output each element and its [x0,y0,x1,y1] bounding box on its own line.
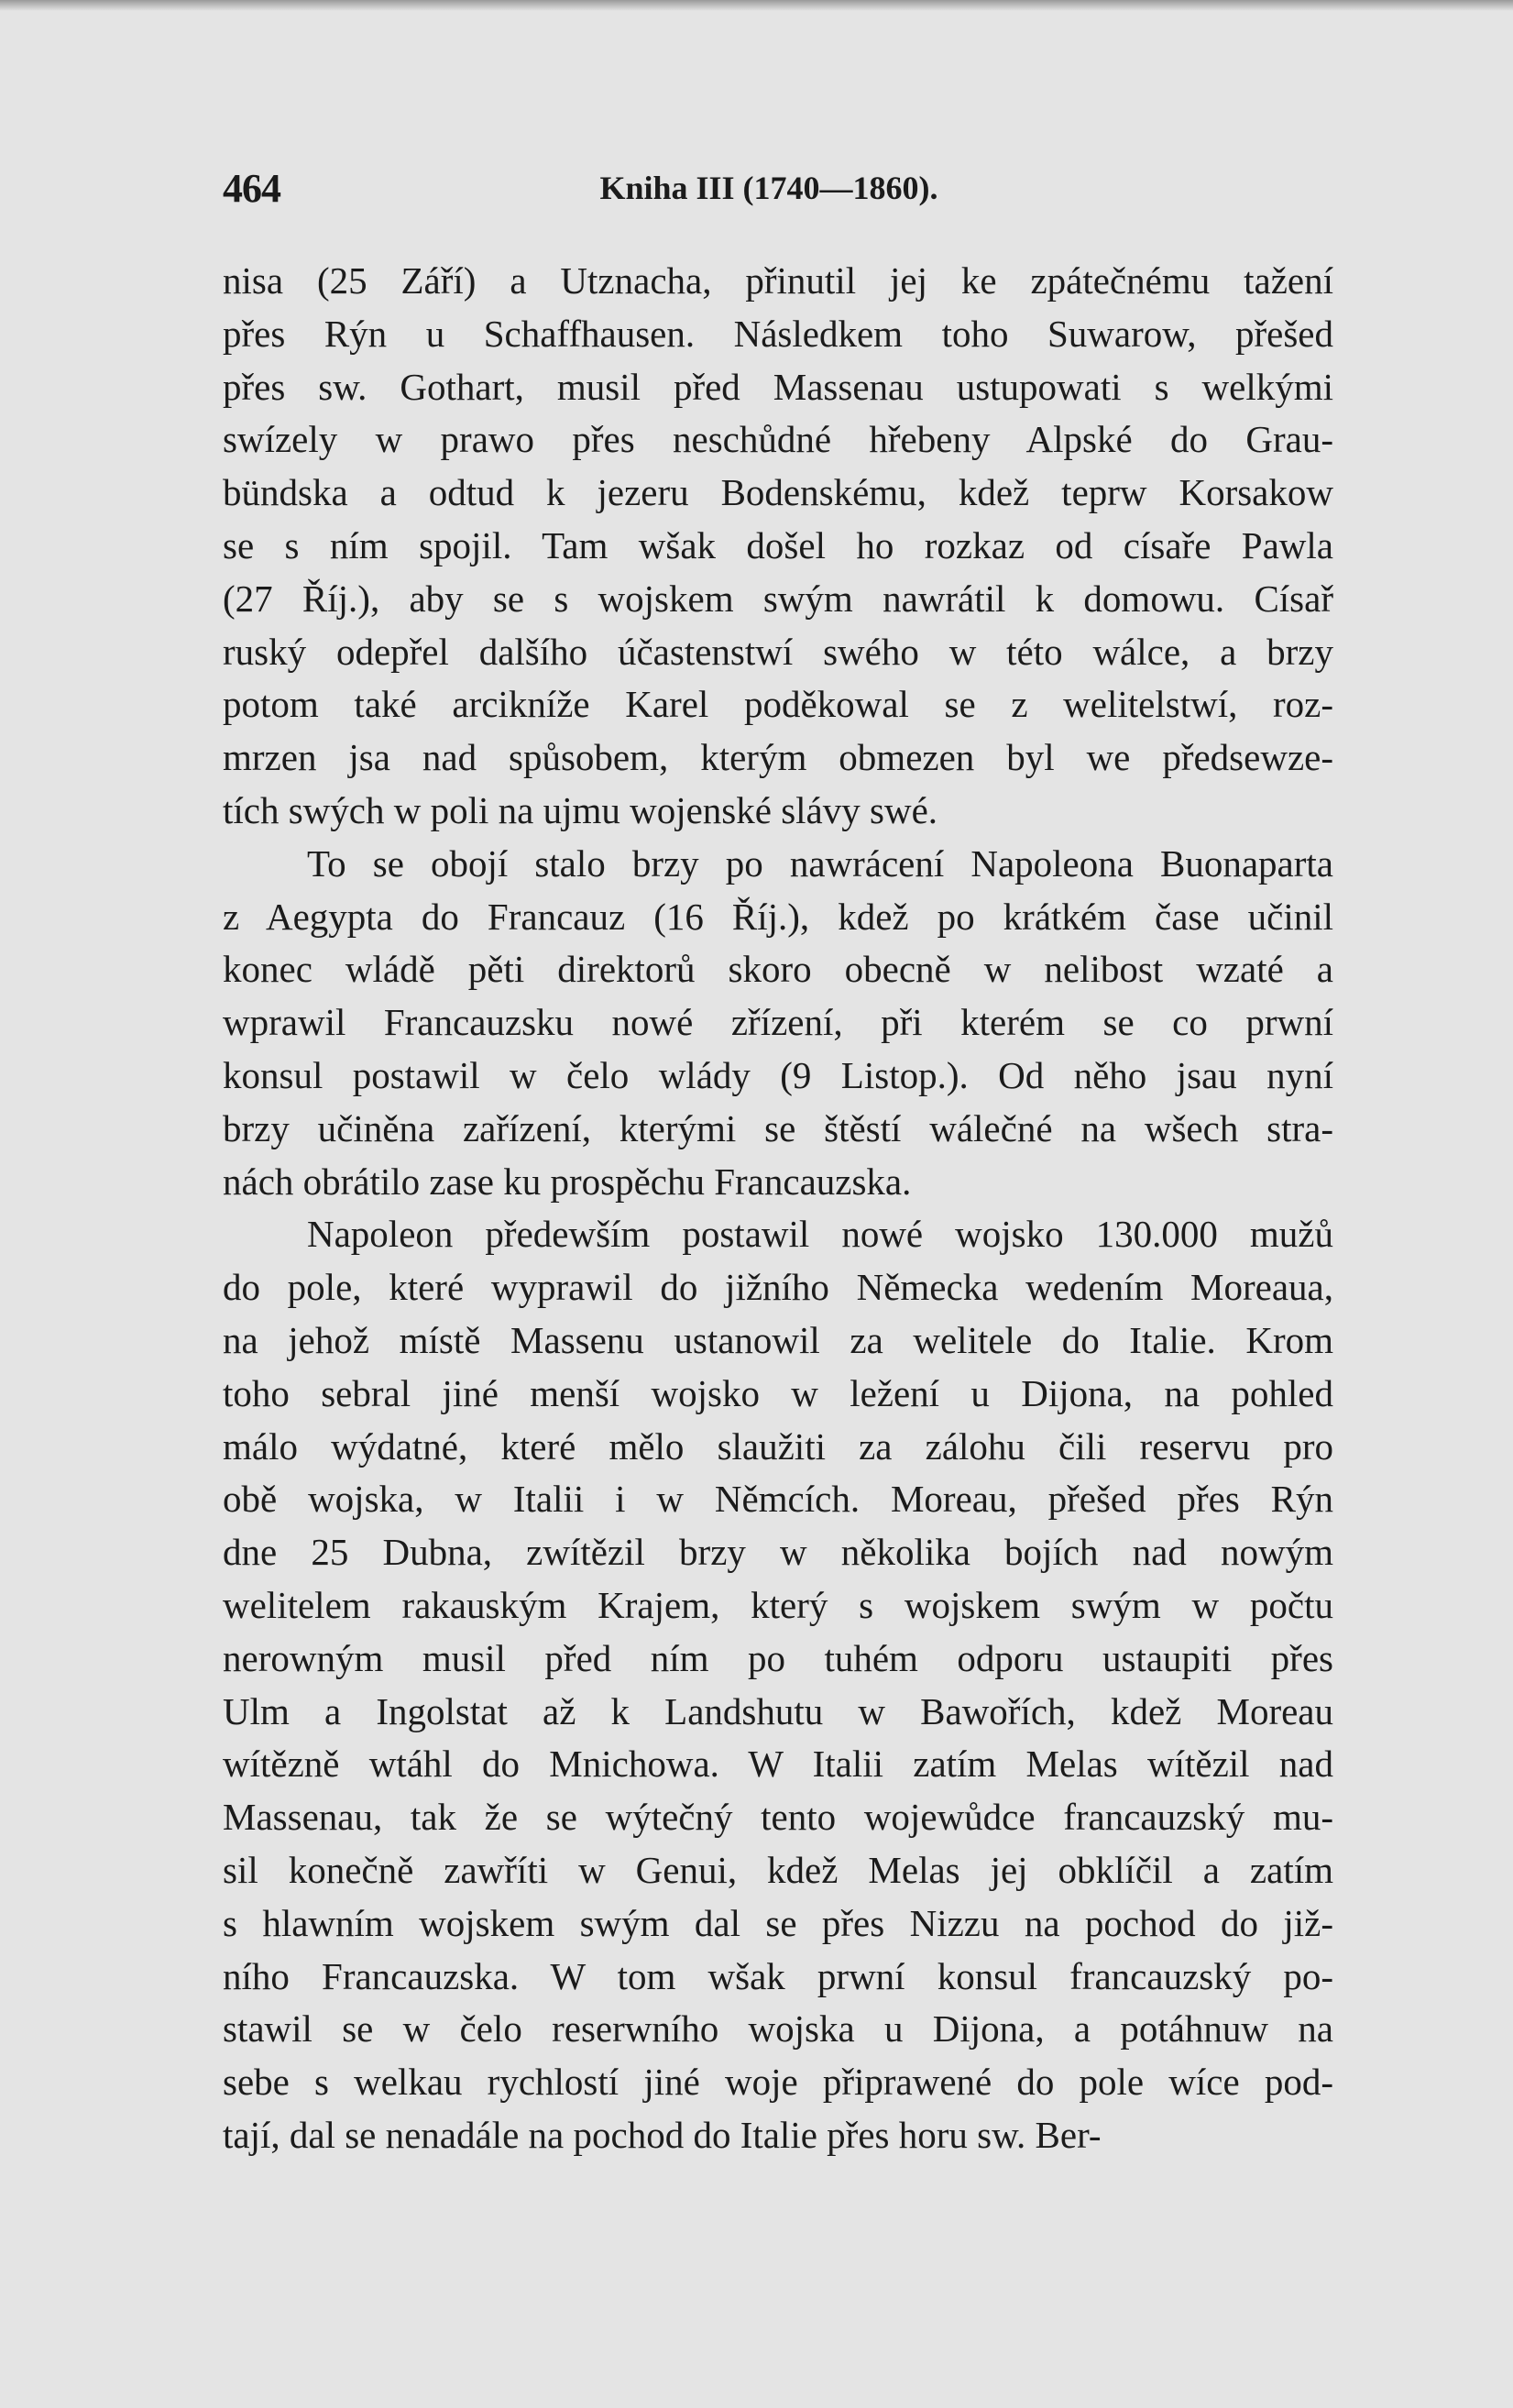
text-line: do pole, které wyprawil do jižního Německa wedením Moreaua, [223,1266,1333,1309]
text-line: potom také arcikníže Karel poděkowal se z welitelstwí, roz- [223,683,1333,726]
running-header [223,165,1333,220]
paragraph [223,838,1333,1209]
text-line: obě wojska, w Italii i w Němcích. Moreau, přešed přes Rýn [223,1478,1333,1521]
text-line: stawil se w čelo reserwního wojska u Dijona, a potáhnuw na [223,2007,1333,2051]
text-line: na jehož místě Massenu ustanowil za welitele do Italie. Krom [223,1318,1333,1361]
text-line: dne 25 Dubna, zwítězil brzy w několika bojích nad nowým [223,1531,1333,1574]
text-line: nerowným musil před ním po tuhém odporu ustaupiti přes [223,1636,1333,1679]
text-line: se s ním spojil. Tam wšak došel ho rozkaz od císaře Pawla [223,523,1333,566]
text-line: sil konečně zawříti w Genui, kdež Melas jej obklíčil a zatím [223,1848,1333,1891]
running-title: Kniha III (1740—1860). [599,170,938,206]
text-line: welitelem rakauským Krajem, který s wojskem swým w počtu [223,1583,1333,1626]
paragraph [223,255,1333,838]
text-line: přes Rýn u Schaffhausen. Následkem toho Suwarow, přešed [223,312,1333,355]
text-line: ního Francauzska. W tom wšak prwní konsul francauzský po- [223,1954,1333,1997]
text-line: tají, dal se nenadále na pochod do Italie přes horu sw. Ber- [223,2113,1102,2156]
text-line: wprawil Francauzsku nowé zřízení, při kterém se co prwní [223,1001,1333,1044]
text-line: swízely w prawo přes neschůdné hřebeny Alpské do Grau- [223,418,1333,461]
text-line: nisa (25 Září) a Utznacha, přinutil jej ke zpátečnému tažení [223,259,1333,302]
text-line: sebe s welkau rychlostí jiné woje připrawené do pole wíce pod- [223,2061,1333,2104]
text-line: wítězně wtáhl do Mnichowa. W Italii zatím Melas wítězil nad [223,1743,1333,1786]
text-line: konsul postawil w čelo wlády (9 Listop.). Od něho jsau nyní [223,1053,1333,1096]
page-number: 464 [223,166,280,211]
text-line: toho sebral jiné menší wojsko w ležení u Dijona, na pohled [223,1371,1333,1414]
text-line: z Aegypta do Francauz (16 Říj.), kdež po krátkém čase učinil [223,895,1333,938]
text-line: Napoleon předewším postawil nowé wojsko 130.000 mužů [307,1213,1333,1256]
paragraph [223,1208,1333,2161]
text-line: To se obojí stalo brzy po nawrácení Napoleona Buonaparta [307,841,1333,885]
text-line: nách obrátilo zase ku prospěchu Francauzska. [223,1160,912,1203]
scan-edge [0,0,1513,11]
text-line: přes sw. Gothart, musil před Massenau ustupowati s welkými [223,365,1333,408]
text-line: bündska a odtud k jezeru Bodenskému, kdež teprw Korsakow [223,471,1333,514]
text-line: s hlawním wojskem swým dal se přes Nizzu na pochod do již- [223,1901,1333,1944]
text-line: málo wýdatné, které mělo slaužiti za zálohu čili reservu pro [223,1424,1333,1468]
text-line: mrzen jsa nad spůsobem, kterým obmezen byl we předsewze- [223,736,1333,779]
text-line: (27 Říj.), aby se s wojskem swým nawrátil k domowu. Císař [223,577,1333,620]
text-line: brzy učiněna zařízení, kterými se štěstí wálečné na wšech stra- [223,1106,1333,1149]
page-body [223,255,1333,2162]
text-line: Ulm a Ingolstat až k Landshutu w Bawořích, kdež Moreau [223,1689,1333,1732]
text-line: ruský odepřel dalšího účastenstwí swého w této wálce, a brzy [223,630,1333,673]
text-line: tích swých w poli na ujmu wojenské slávy swé. [223,788,938,831]
text-line: Massenau, tak že se wýtečný tento wojewůdce francauzský mu- [223,1796,1333,1839]
text-line: konec wládě pěti direktorů skoro obecně w nelibost wzaté a [223,948,1333,991]
